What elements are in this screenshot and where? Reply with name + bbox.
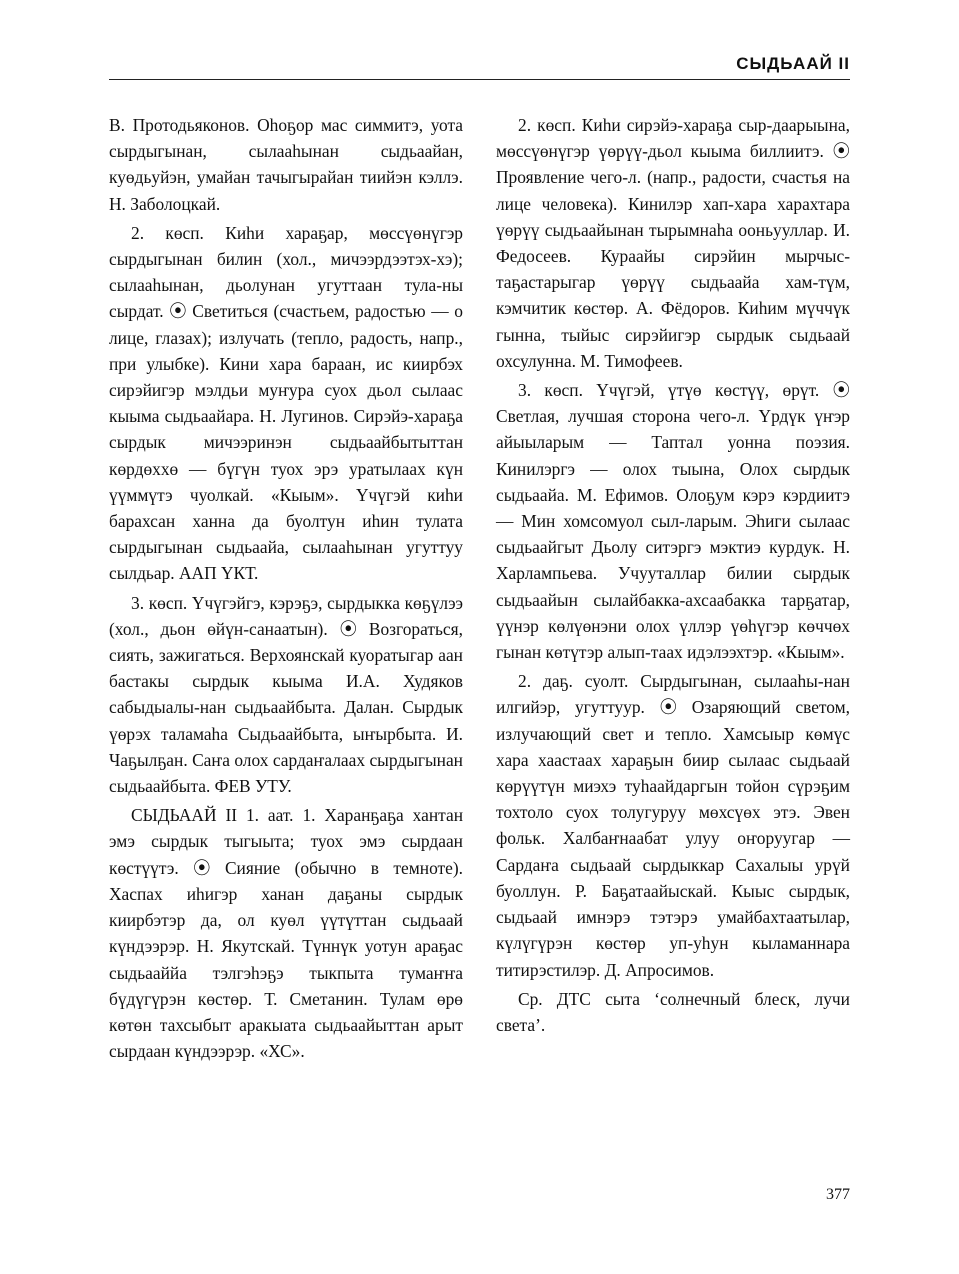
left-column <box>109 112 463 1067</box>
entry-paragraph: СЫДЬААЙ II 1. аат. 1. Харанҕаҕа хантан эмэ сырдык тыгыыта; туох эмэ сырдаан көстүүтэ. ⦿ Сияние (обычно в темноте). Хаспах иһигэр ханан даҕаны сырдык киирбэтэр да, ол куөл үүтүттан сыдьаай күндээрэр. Н. Якутскай. Түннүк уотун араҕас сыдьааййа тэлгэһэҕэ тыкпыта тумаҥҥа бүдүгүрэн көстөр. Т. Сметанин. Тулам өрө көтөн тахсыбыт аракыата сыдьаайыттан арыт сырдаан күндээрэр. «ХС». <box>109 805 463 1062</box>
entry-paragraph: 3. көсп. Үчүгэй, үтүө көстүү, өрүт. ⦿ Светлая, лучшая сторона чего-л. Үрдүк үҥэр айыыларым — Таптал уонна поэзия. Кинилэргэ — олох тыына, Олох сырдык сыдьаайа. М. Ефимов. Олоҕум кэрэ кэрдиитэ — Мин хомсомуол сыл-ларым. Эһиги сылаас сыдьаайгыт Дьолу ситэргэ мэктиэ курдук. Н. Харлампьева. Учууталлар билии сырдык сыдьаайын сылайбакка-ахсаабакка тарҕатар, үүнэр көлүөнэни олох үллэр үөһүгэр көччөх гынан көтүтэр алып-таах идэлээхтэр. «Кыым». <box>496 380 850 663</box>
entry-paragraph: 3. көсп. Үчүгэйгэ, кэрэҕэ, сырдыкка көҕүлээ (хол., дьон өйүн-санаатын). ⦿ Возгораться, сиять, зажигаться. Верхоянскай куоратыгар аан бастакы сырдык кыыма И.А. Худяков сабыдыалы-нан сыдьаайбыта. Далан. Сырдык үөрэх таламаһа Сыдьаайбыта, ыҥырбыта. И. Чаҕылҕан. Саҥа олох сардаҥалаах сырдыгынан сыдьаайбыта. ФЕВ УТУ. <box>109 592 463 797</box>
header-rule <box>109 79 850 80</box>
running-header: СЫДЬААЙ II <box>736 54 850 73</box>
page-number: 377 <box>826 1186 850 1203</box>
entry-paragraph: 2. көсп. Киһи хараҕар, мөссүөнүгэр сырдыгынан билин (хол., мичээрдээтэх-хэ); сылааһынан, дьолунан угуттаан тула-ны сырдат. ⦿ Светиться (счастьем, радостью — о лице, глазах); излучать (тепло, радость, напр., при улыбке). Кини хара бараан, ис киирбэх сирэйигэр мэлдьи муҥура суох дьол сылаас кыыма сыдьаайара. Н. Лугинов. Сирэйэ-хараҕа сырдык мичээринэн сыдьаайбытыттан көрдөххө — бүгүн туох эрэ уратылаах күн үүммүтэ чуолкай. «Кыым». Үчүгэй киһи барахсан ханна да буолтун иһин тулата сырдыгынан сыдьаайа, сылааһынан угуттуу сылдьар. ААП ҮКТ. <box>109 222 463 584</box>
entry-paragraph: 2. даҕ. суолт. Сырдыгынан, сылааһы-нан илгийэр, угуттуур. ⦿ Озаряющий светом, излучающий свет и тепло. Хамсыыр көмүс хара хаастаах хараҕын биир сылаас сыдьаай көрүүтүн миэхэ туһаайдаргын тойон сүрэҕим тохтоло суох толугуруу мөхсүөх этэ. Эвен фольк. Халбаҥнаабат улуу оҥоруугар — Сардаҥа сыдьаай сырдыккар Сахалыы урүй буоллун. Р. Баҕатаайыскай. Кыыс сырдык, сыдьаай имнэрэ тэтэрэ умайбахтаатылар, күлүгүрэн көстөр уп-уһун кыламаннара титирэстилэр. Д. Апросимов. <box>496 671 850 980</box>
right-column <box>496 112 850 1041</box>
entry-paragraph: В. Протодьяконов. Оһоҕор мас симмитэ, уота сырдыгынан, сылааһынан сыдьаайан, куөдьуйэн, умайан тачыгырайан тиийэн кэллэ. Н. Заболоцкай. <box>109 115 463 214</box>
entry-paragraph: 2. көсп. Киһи сирэйэ-хараҕа сыр-даарыына, мөссүөнүгэр үөрүү-дьол кыыма биллиитэ. ⦿ Проявление чего-л. (напр., радости, счастья на лице человека). Кинилэр хап-хара харахтара үөрүү сыдьаайынан тырымнаһа ооньууллар. И. Федосеев. Кураайы сирэйин мырчыс-таҕастарыгар үөрүү сыдьаайа хам-түм, кэмчитик көстөр. А. Фёдоров. Киһим мүччүк гынна, тыйыс сирэйигэр сырдык сыдьаай охсулунна. М. Тимофеев. <box>496 115 850 371</box>
entry-paragraph: Ср. ДТС сыта ‘солнечный блеск, лучи света’. <box>496 988 850 1035</box>
